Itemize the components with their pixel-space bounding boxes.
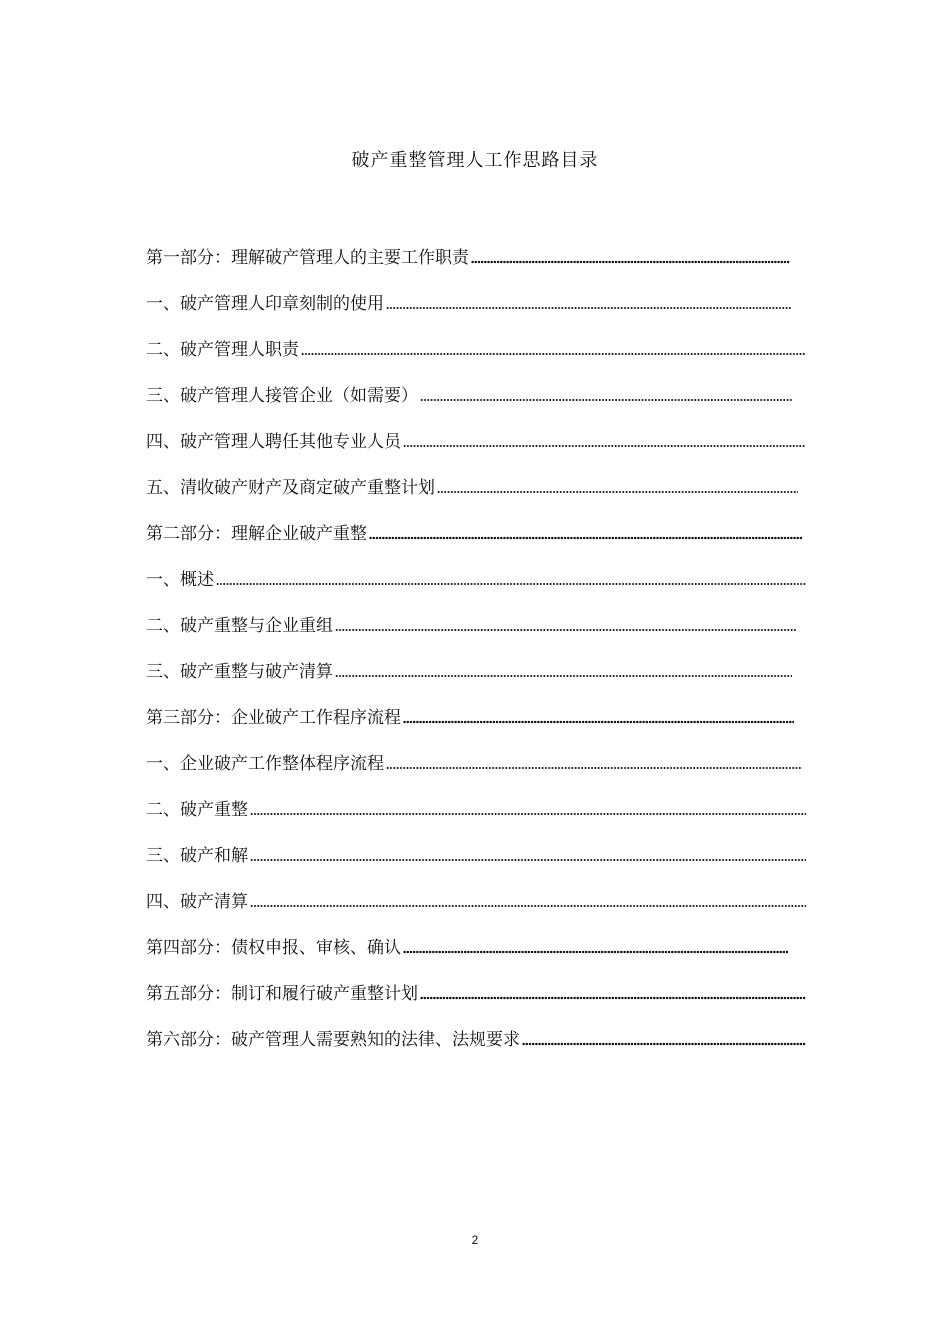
toc-entry-1-3[interactable] xyxy=(146,378,792,408)
toc-entry-label: 一、概述 xyxy=(146,570,214,590)
toc-entry-2-3[interactable] xyxy=(146,654,792,684)
toc-entry-1-4[interactable] xyxy=(146,424,806,454)
dot-leader xyxy=(471,260,790,264)
toc-entry-part-6[interactable] xyxy=(146,1022,806,1052)
dot-leader xyxy=(250,904,806,908)
toc-entry-3-1[interactable] xyxy=(146,746,802,776)
dot-leader xyxy=(216,582,806,586)
dot-leader xyxy=(335,628,796,632)
toc-entry-1-5[interactable] xyxy=(146,470,798,500)
dot-leader xyxy=(250,858,806,862)
dot-leader xyxy=(420,398,792,402)
toc-entry-label: 二、破产重整 xyxy=(146,800,248,820)
toc-entry-3-3[interactable] xyxy=(146,838,806,868)
toc-entry-label: 三、破产和解 xyxy=(146,846,248,866)
toc-entry-3-2[interactable] xyxy=(146,792,806,822)
toc-entry-1-2[interactable] xyxy=(146,332,806,362)
dot-leader xyxy=(437,490,798,494)
toc-entry-label: 一、破产管理人印章刻制的使用 xyxy=(146,294,384,314)
toc-entry-label: 二、破产管理人职责 xyxy=(146,340,299,360)
toc-entry-1-1[interactable] xyxy=(146,286,792,316)
toc-entry-label: 第五部分：制订和履行破产重整计划 xyxy=(146,984,418,1004)
dot-leader xyxy=(335,674,792,678)
toc-entry-label: 一、企业破产工作整体程序流程 xyxy=(146,754,384,774)
dot-leader xyxy=(403,720,794,724)
toc-entry-label: 四、破产清算 xyxy=(146,892,248,912)
dot-leader xyxy=(403,950,788,954)
toc-entry-2-2[interactable] xyxy=(146,608,796,638)
toc-entry-part-3[interactable] xyxy=(146,700,794,730)
dot-leader xyxy=(250,812,806,816)
toc-entry-part-1[interactable] xyxy=(146,240,790,270)
dot-leader xyxy=(522,1042,806,1046)
toc-entry-label: 第一部分：理解破产管理人的主要工作职责 xyxy=(146,248,469,268)
toc-entry-label: 第二部分：理解企业破产重整 xyxy=(146,524,367,544)
document-title: 破产重整管理人工作思路目录 xyxy=(351,150,599,171)
toc-entry-part-5[interactable] xyxy=(146,976,806,1006)
toc-entry-part-2[interactable] xyxy=(146,516,802,546)
toc-entry-label: 第三部分：企业破产工作程序流程 xyxy=(146,708,401,728)
dot-leader xyxy=(403,444,806,448)
toc-entry-label: 第四部分：债权申报、审核、确认 xyxy=(146,938,401,958)
dot-leader xyxy=(420,996,806,1000)
page-number: 2 xyxy=(471,1233,479,1247)
dot-leader xyxy=(369,536,802,540)
toc-entry-label: 四、破产管理人聘任其他专业人员 xyxy=(146,432,401,452)
toc-entry-2-1[interactable] xyxy=(146,562,806,592)
toc-entry-label: 三、破产重整与破产清算 xyxy=(146,662,333,682)
toc-entry-label: 第六部分：破产管理人需要熟知的法律、法规要求 xyxy=(146,1030,520,1050)
dot-leader xyxy=(301,352,806,356)
dot-leader xyxy=(386,306,792,310)
toc-entry-part-4[interactable] xyxy=(146,930,788,960)
toc-entry-3-4[interactable] xyxy=(146,884,806,914)
toc-entry-label: 五、清收破产财产及商定破产重整计划 xyxy=(146,478,435,498)
toc-entry-label: 二、破产重整与企业重组 xyxy=(146,616,333,636)
dot-leader xyxy=(386,766,802,770)
toc-entry-label: 三、破产管理人接管企业（如需要） xyxy=(146,386,418,406)
